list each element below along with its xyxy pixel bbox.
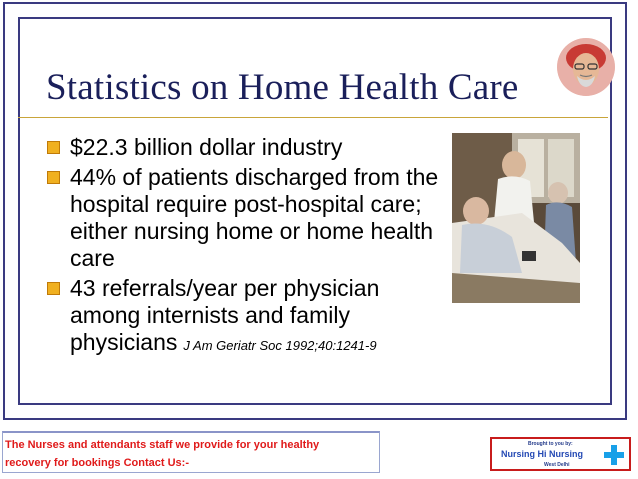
nursing-logo[interactable] xyxy=(490,437,631,471)
footer-line-1: The Nurses and attendants staff we provide for your healthy xyxy=(5,439,320,451)
title-divider xyxy=(18,117,608,118)
slide-title: Statistics on Home Health Care xyxy=(46,67,519,108)
bullet-item xyxy=(46,164,446,272)
medical-cross-icon xyxy=(604,445,624,465)
bullet-item xyxy=(46,134,446,161)
bullet-text: 44% of patients discharged from the hospital require post-hospital care; either nursing home or home health care xyxy=(70,164,439,271)
footer-contact-text xyxy=(5,436,380,472)
citation: J Am Geriatr Soc 1992;40:1241-9 xyxy=(183,338,377,353)
square-bullet-icon xyxy=(47,171,60,184)
bullet-item xyxy=(46,275,446,356)
square-bullet-icon xyxy=(47,141,60,154)
logo-location: West Delhi xyxy=(544,462,570,468)
bullet-text: $22.3 billion dollar industry xyxy=(70,134,343,160)
bullet-list xyxy=(46,134,446,359)
logo-tagline: Brought to you by: xyxy=(528,441,573,447)
logo-name: Nursing Hi Nursing xyxy=(501,449,584,459)
footer-line-2: recovery for bookings Contact Us:- xyxy=(5,457,189,469)
presenter-avatar xyxy=(557,38,615,96)
home-care-photo xyxy=(452,133,580,303)
bullet-text: 43 referrals/year per physician among internists and family physicians xyxy=(70,275,380,355)
square-bullet-icon xyxy=(47,282,60,295)
